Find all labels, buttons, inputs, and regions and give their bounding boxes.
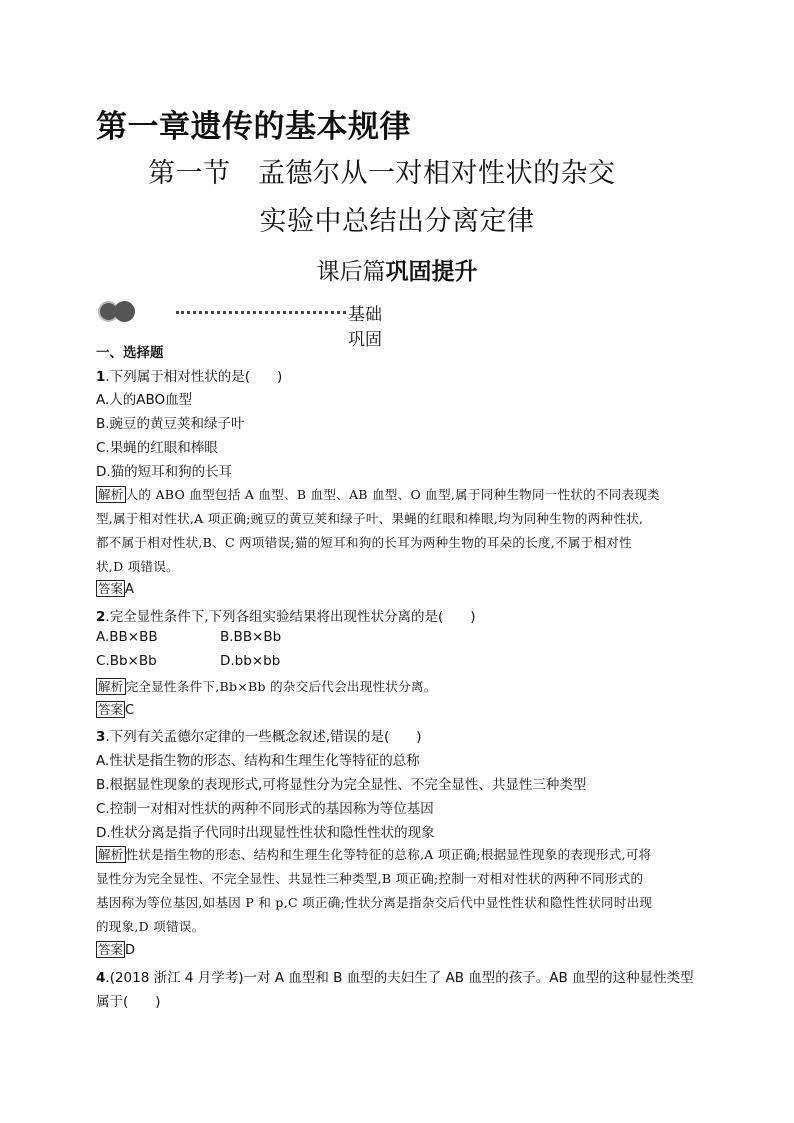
explain-tag: 解析 bbox=[98, 679, 124, 694]
q3-option-a: A.性状是指生物的形态、结构和生理生化等特征的总称 bbox=[96, 753, 420, 769]
after-class-plain: 课后篇 bbox=[316, 259, 386, 285]
q1-option-b: B.豌豆的黄豆荚和绿子叶 bbox=[96, 416, 245, 432]
q1-explain-line: 都不属于相对性状,B、C 两项错误;猫的短耳和狗的长耳为两种生物的耳朵的长度,不属于相对性 bbox=[96, 535, 632, 550]
dotted-divider bbox=[176, 311, 346, 314]
q1-option-c: C.果蝇的红眼和棒眼 bbox=[96, 440, 218, 456]
question-number: 1 bbox=[96, 369, 106, 385]
q1-explain-line: 型,属于相对性状,A 项正确;豌豆的黄豆荚和绿子叶、果蝇的红眼和棒眼,均为同种生物的两种性状, bbox=[96, 511, 644, 526]
question-text: .完全显性条件下,下列各组实验结果将出现性状分离的是( ) bbox=[105, 609, 476, 625]
q1-option-a: A.人的ABO血型 bbox=[96, 392, 193, 408]
q3-explain-line: 基因称为等位基因,如基因 P 和 p,C 项正确;性状分离是指杂交后代中显性性状和隐性性状同时出现 bbox=[96, 895, 653, 910]
explain-text: 性状是指生物的形态、结构和生理生化等特征的总称,A 项正确;根据显性现象的表现形式,可将 bbox=[125, 847, 652, 862]
question-text: .下列有关孟德尔定律的一些概念叙述,错误的是( ) bbox=[105, 729, 422, 745]
answer-tag: 答案 bbox=[98, 581, 124, 596]
q3-explain-line bbox=[96, 845, 651, 863]
q2-options-row1 bbox=[96, 629, 282, 645]
q2-explain-line bbox=[96, 677, 437, 695]
q2-option-d: D.bb×bb bbox=[220, 653, 281, 669]
q1-explain-line bbox=[96, 485, 660, 503]
answer-value: A bbox=[125, 582, 134, 597]
question-2-stem bbox=[96, 605, 476, 625]
explain-text: 人的 ABO 血型包括 A 血型、B 血型、AB 血型、O 血型,属于同种生物同一性状的不同表现类 bbox=[125, 487, 660, 502]
q1-option-d: D.猫的短耳和狗的长耳 bbox=[96, 464, 233, 480]
after-class-heading bbox=[0, 253, 794, 286]
q2-option-b: B.BB×Bb bbox=[220, 629, 282, 645]
question-number: 3 bbox=[96, 729, 106, 745]
answer-value: C bbox=[125, 703, 135, 718]
answer-value: D bbox=[125, 943, 136, 958]
answer-tag: 答案 bbox=[98, 702, 124, 717]
q3-option-b: B.根据显性现象的表现形式,可将显性分为完全显性、不完全显性、共显性三种类型 bbox=[96, 777, 587, 793]
q3-answer bbox=[96, 941, 135, 958]
q1-answer bbox=[96, 580, 134, 597]
q3-option-c: C.控制一对相对性状的两种不同形式的基因称为等位基因 bbox=[96, 801, 434, 817]
q2-option-a: A.BB×BB bbox=[96, 629, 158, 645]
basic-section-banner bbox=[96, 297, 396, 350]
chapter-title: 第一章遗传的基本规律 bbox=[96, 109, 411, 145]
circle-icon bbox=[114, 301, 135, 322]
question-number: 2 bbox=[96, 609, 106, 625]
after-class-bold: 巩固提升 bbox=[385, 259, 478, 285]
basic-section-label: 基础巩固 bbox=[348, 305, 382, 350]
q3-option-d: D.性状分离是指子代同时出现显性性状和隐性性状的现象 bbox=[96, 825, 435, 841]
question-4-stem-line2: 属于( ) bbox=[96, 994, 161, 1010]
q2-answer bbox=[96, 701, 134, 718]
explain-tag: 解析 bbox=[98, 487, 124, 502]
part-heading: 一、选择题 bbox=[96, 345, 164, 361]
question-text: .下列属于相对性状的是( ) bbox=[105, 369, 283, 385]
q3-explain-line: 显性分为完全显性、不完全显性、共显性三种类型,B 项正确;控制一对相对性状的两种不同形式的 bbox=[96, 871, 644, 886]
q2-option-c: C.Bb×Bb bbox=[96, 653, 157, 669]
q3-explain-line: 的现象,D 项错误。 bbox=[96, 919, 205, 934]
answer-tag: 答案 bbox=[98, 942, 124, 957]
explain-text: 完全显性条件下,Bb×Bb 的杂交后代会出现性状分离。 bbox=[125, 679, 437, 694]
explain-tag: 解析 bbox=[98, 847, 124, 862]
question-3-stem bbox=[96, 725, 422, 745]
q1-explain-line: 状,D 项错误。 bbox=[96, 559, 179, 574]
question-text: .(2018 浙江 4 月学考)一对 A 血型和 B 血型的夫妇生了 AB 血型的孩子。AB 血型的这种显性类型 bbox=[105, 970, 694, 986]
section-title-line2: 实验中总结出分离定律 bbox=[259, 206, 535, 237]
question-4-stem bbox=[96, 966, 694, 986]
q2-options-row2 bbox=[96, 653, 281, 669]
question-1-stem bbox=[96, 365, 282, 385]
question-number: 4 bbox=[96, 970, 106, 986]
section-title-line1: 第一节 孟德尔从一对相对性状的杂交 bbox=[148, 158, 616, 189]
